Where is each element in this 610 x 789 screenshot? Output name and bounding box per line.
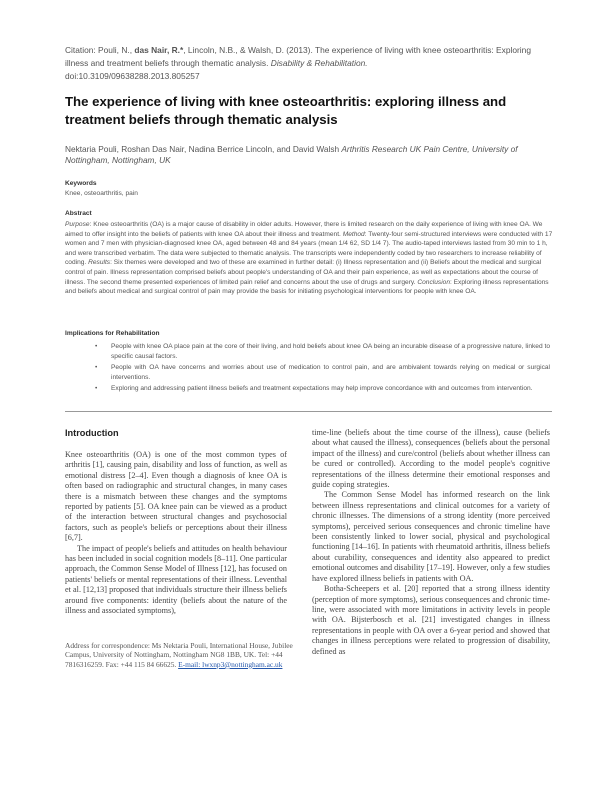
abstract-results-label: Results — [88, 259, 111, 267]
implication-item — [95, 384, 550, 394]
abstract-conclusion-label: Conclusion — [417, 278, 450, 286]
body-paragraph: The Common Sense Model has informed research on the link between illness representations and clinical outcomes for a variety of chronic illnesses. The dimensions of a strong identity (more perceived symptoms), perceived serious consequences and chronic timeline have been consistently linked to lower social, physical and psychological functioning [14–16]. In patients with rheumatoid arthritis, illness beliefs about curability, consequences and identity also appeared to predict emotional outcomes and disability [17–19]. However, only a few studies have explored illness beliefs in patients with OA. — [312, 490, 550, 583]
bullet-icon: • — [95, 385, 98, 393]
correspondence-email-link[interactable]: E-mail: lwxnp3@nottingham.ac.uk — [178, 659, 283, 669]
citation-rest: , Lincoln, N.B., & Walsh, D. (2013). The experience of living with knee osteoarthritis: Exploring illness and treatment beliefs through thematic analysis. — [65, 45, 531, 68]
keywords-heading: Keywords — [65, 180, 97, 187]
abstract-method: : Twenty-four semi-structured interviews were conducted with 17 women and 7 men with physician-diagnosed knee OA, aged between 48 and 84 years (mean 1/4 62, SD 1/4 7). The audio-taped interviews lasted from 30 min to 1 h, and were transcribed verbatim. The data were subjected to thematic analysis. The transcripts were independently coded by two researchers to increase reliability of coding. — [65, 230, 553, 267]
author-line — [65, 144, 555, 166]
author-affiliation: Arthritis Research UK Pain Centre, University of Nottingham, Nottingham, UK — [65, 144, 518, 165]
abstract-heading: Abstract — [65, 210, 92, 217]
introduction-heading: Introduction — [65, 428, 119, 438]
abstract-purpose-label: Purpose — [65, 221, 90, 228]
abstract-conclusion: : Exploring illness representations and beliefs about medical and surgical control of pain may provide the basis for initiating psychological interventions for people with knee OA. — [65, 278, 549, 296]
correspondence-address: Address for correspondence: Ms Nektaria Pouli, International House, Jubilee Campus, University of Nottingham, Nottingham NG8 1BB, UK. Tel: +44 7816316259. Fax: +44 115 84 66625. — [65, 641, 293, 669]
correspondence-footnote — [65, 641, 299, 669]
abstract-results: : Six themes were developed and two of these are examined in further detail: (i) Illness representation and (ii) Beliefs about the medical and surgical control of pain. Illness representation comprised beliefs about people's understanding of OA and their pain experience, as well as expectations about the course of illness. The second theme presented experiences of limited pain relief and concerns about the use of drugs and surgery. — [65, 259, 542, 286]
paper-title: The experience of living with knee osteoarthritis: exploring illness and treatment beliefs through thematic analysis — [65, 94, 507, 127]
implication-text: Exploring and addressing patient illness beliefs and treatment expectations may help improve concordance with and outcomes from intervention. — [111, 385, 533, 393]
body-column-left — [65, 450, 287, 617]
citation — [65, 44, 545, 83]
abstract-purpose: : Knee osteoarthritis (OA) is a major cause of disability in older adults. However, there is limited research on the daily experience of living with knee OA. We aimed to offer insight into the beliefs of patients with knee OA about their illness and treatment. — [65, 221, 543, 238]
citation-emphasized-author: das Nair, R.* — [134, 45, 184, 55]
citation-journal: Disability & Rehabilitation. — [270, 58, 368, 68]
author-names: Nektaria Pouli, Roshan Das Nair, Nadina Berrice Lincoln, and David Walsh — [65, 144, 342, 154]
citation-prefix: Citation: Pouli, N., — [65, 45, 135, 55]
implication-text: People with OA have concerns and worries about use of medication to control pain, and are ambivalent towards relying on medical or surgical interventions. — [111, 364, 550, 381]
citation-doi: doi:10.3109/09638288.2013.805257 — [65, 71, 200, 81]
abstract-method-label: Method — [342, 230, 365, 238]
body-column-right — [312, 428, 550, 657]
implications-heading: Implications for Rehabilitation — [65, 330, 160, 337]
section-divider — [65, 411, 552, 412]
body-paragraph: Botha-Scheepers et al. [20] reported that a strong illness identity (perception of more symptoms), serious consequences and chronic time-line, were associated with more limitations in activity levels in people with OA. Bijsterbosch et al. [21] investigated changes in illness representations in people with OA over a 6-year period and showed that changes in illness perceptions were related to progression of disability, defined as — [312, 584, 550, 656]
body-paragraph: time-line (beliefs about the time course of the illness), cause (beliefs about what caused the illness), consequences (beliefs about the personal impact of the illness) and cure/control (beliefs about whether illness can be cured or controlled). According to the model people's cognitive representations of the illness determine their emotional responses and guide coping strategies. — [312, 428, 550, 490]
keywords-text: Knee, osteoarthritis, pain — [65, 190, 138, 197]
bullet-icon: • — [95, 343, 98, 350]
bullet-icon: • — [95, 364, 98, 372]
implication-item — [95, 363, 550, 382]
implication-text: People with knee OA place pain at the core of their living, and hold beliefs about knee OA being an incurable disease of a progressive nature, linked to specific causal factors. — [111, 343, 550, 360]
body-paragraph: Knee osteoarthritis (OA) is one of the most common types of arthritis [1], causing pain, disability and loss of function, as well as emotional distress [2–4]. Even though a diagnosis of knee OA is often based on radiographic and structural changes, in many cases there is a mismatch between these changes and the symptoms reported by patients [5]. OA knee pain can be viewed as a product of the interaction between structural changes and psychosocial factors, such as people's beliefs or perceptions about their illness [6,7]. — [65, 450, 287, 543]
implication-item — [95, 342, 550, 361]
body-paragraph: The impact of people's beliefs and attitudes on health behaviour has been included in social cognition models [8–11]. One particular approach, the Common Sense Model of Illness [12], has focused on patients' beliefs or mental representations of their illness. Leventhal et al. [12,13] proposed that individuals structure their illness beliefs around five components: identity (beliefs about the nature of the illness and associated symptoms), — [65, 543, 287, 616]
abstract-body — [65, 220, 553, 297]
implications-list — [95, 342, 550, 396]
